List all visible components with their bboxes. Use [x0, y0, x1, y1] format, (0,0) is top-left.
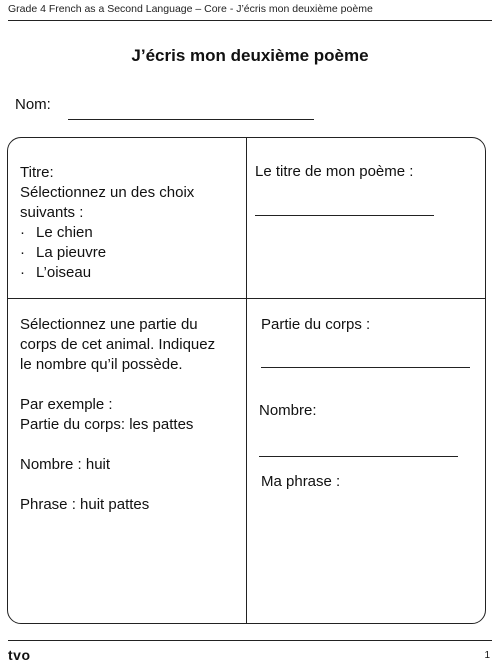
animal-options-list — [20, 223, 246, 283]
bullet-icon: · — [20, 264, 25, 281]
bullet-icon: · — [20, 224, 25, 241]
body-part-write-line[interactable] — [261, 367, 470, 368]
instruction-line-1: Sélectionnez une partie du — [20, 316, 198, 333]
poem-title-label: Le titre de mon poème : — [255, 163, 414, 180]
answer-box — [247, 299, 485, 623]
name-label: Nom: — [15, 96, 51, 113]
worksheet-grid — [7, 137, 486, 624]
page-number: 1 — [484, 650, 490, 661]
title-choice-line-1: Titre: — [20, 164, 54, 181]
number-write-line[interactable] — [259, 456, 458, 457]
body-part-label: Partie du corps : — [261, 316, 371, 333]
option-label: L’oiseau — [36, 264, 92, 281]
title-choice-line-3: suivants : — [20, 204, 84, 221]
name-write-line[interactable] — [68, 119, 314, 120]
title-choice-box — [8, 138, 247, 299]
header-divider — [8, 20, 492, 21]
page-title: J’écris mon deuxième poème — [131, 46, 369, 65]
phrase-label: Ma phrase : — [261, 473, 341, 490]
poem-title-box — [247, 138, 485, 299]
tvo-logo: tvo — [8, 647, 31, 663]
footer-divider — [8, 640, 492, 641]
title-choice-line-2: Sélectionnez un des choix — [20, 184, 195, 201]
instruction-line-2: corps de cet animal. Indiquez — [20, 336, 216, 353]
document-header: Grade 4 French as a Second Language – Core - J’écris mon deuxième poème — [8, 3, 373, 15]
example-number: Nombre : huit — [20, 456, 111, 473]
example-body-part: Partie du corps: les pattes — [20, 416, 194, 433]
instruction-line-3: le nombre qu’il possède. — [20, 356, 183, 373]
bullet-icon: · — [20, 244, 25, 261]
instructions-box — [8, 299, 247, 623]
option-chien — [20, 223, 246, 243]
option-label: Le chien — [36, 224, 93, 241]
number-label: Nombre: — [259, 402, 317, 419]
option-pieuvre — [20, 243, 246, 263]
option-oiseau — [20, 263, 246, 283]
option-label: La pieuvre — [36, 244, 107, 261]
example-intro: Par exemple : — [20, 396, 113, 413]
example-phrase: Phrase : huit pattes — [20, 496, 150, 513]
poem-title-write-line[interactable] — [255, 215, 434, 216]
